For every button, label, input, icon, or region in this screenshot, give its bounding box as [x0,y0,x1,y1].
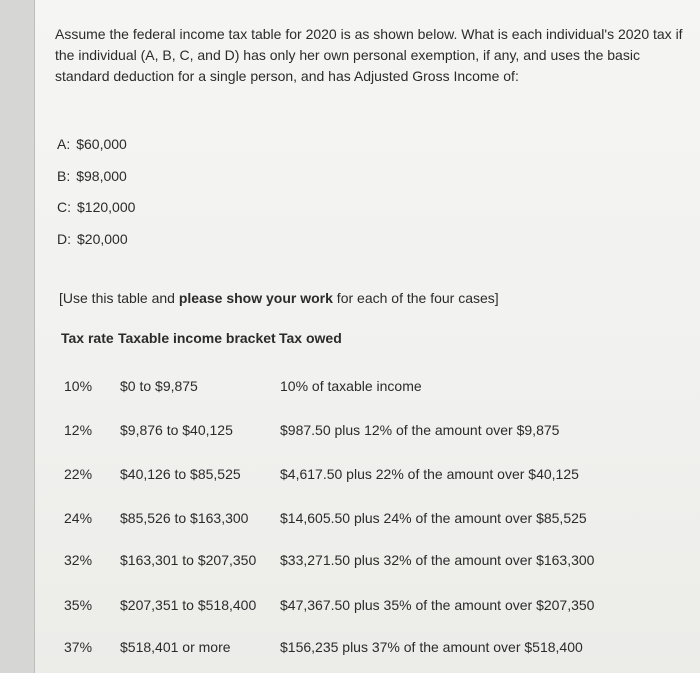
rate-cell: 32% [64,552,93,568]
income-cases-list [57,132,135,258]
rate-cell: 10% [64,378,93,394]
owed-cell: $14,605.50 plus 24% of the amount over $85,525 [280,510,587,526]
case-letter: B: [57,167,71,184]
case-amount: $60,000 [76,136,127,152]
rate-cell: 35% [64,597,93,613]
instruction-prefix: [Use this table and [59,290,179,306]
bracket-cell: $9,876 to $40,125 [120,422,233,438]
table-row [61,639,621,659]
header-tax-owed: Tax owed [279,330,342,346]
bracket-cell: $85,526 to $163,300 [120,510,249,526]
bracket-cell: $0 to $9,875 [120,378,198,394]
case-letter: D: [57,230,71,247]
rate-cell: 37% [64,639,93,655]
case-amount: $20,000 [77,230,128,247]
header-taxable-income-bracket: Taxable income bracket [118,330,276,346]
table-row [61,510,621,530]
owed-cell: $156,235 plus 37% of the amount over $518,400 [280,639,583,655]
case-amount: $120,000 [77,199,136,215]
table-row [61,552,621,572]
header-tax-rate: Tax rate [61,330,114,346]
case-amount: $98,000 [76,167,127,184]
owed-cell: $4,617.50 plus 22% of the amount over $40,125 [280,466,579,482]
rate-cell: 12% [64,422,93,438]
document-page [34,0,700,673]
case-letter: A: [57,136,71,152]
owed-cell: $987.50 plus 12% of the amount over $9,875 [280,422,560,438]
bracket-cell: $518,401 or more [120,639,231,655]
instruction-text [59,290,499,306]
table-row [61,378,621,398]
case-item-b [57,164,135,196]
bracket-cell: $207,351 to $518,400 [120,597,257,613]
question-text: Assume the federal income tax table for 2020 is as shown below. What is each individual's 2020 tax if the individual (A, B, C, and D) has only her own personal exemption, if any, and uses the basic standard deduction for a single person, and has Adjusted Gross Income of: [55,26,683,84]
owed-cell: 10% of taxable income [280,378,422,394]
case-letter: C: [57,199,71,215]
bracket-cell: $40,126 to $85,525 [120,466,241,482]
instruction-suffix: for each of the four cases] [332,290,499,306]
table-row [61,466,621,486]
table-row [61,597,621,617]
owed-cell: $33,271.50 plus 32% of the amount over $163,300 [280,552,595,568]
rate-cell: 22% [64,466,93,482]
case-item-d [57,227,135,259]
case-item-c [57,195,135,227]
owed-cell: $47,367.50 plus 35% of the amount over $207,350 [280,597,595,613]
instruction-bold: please show your work [178,290,333,306]
case-item-a [57,132,135,164]
rate-cell: 24% [64,510,93,526]
bracket-cell: $163,301 to $207,350 [120,552,257,568]
table-row [61,422,621,442]
